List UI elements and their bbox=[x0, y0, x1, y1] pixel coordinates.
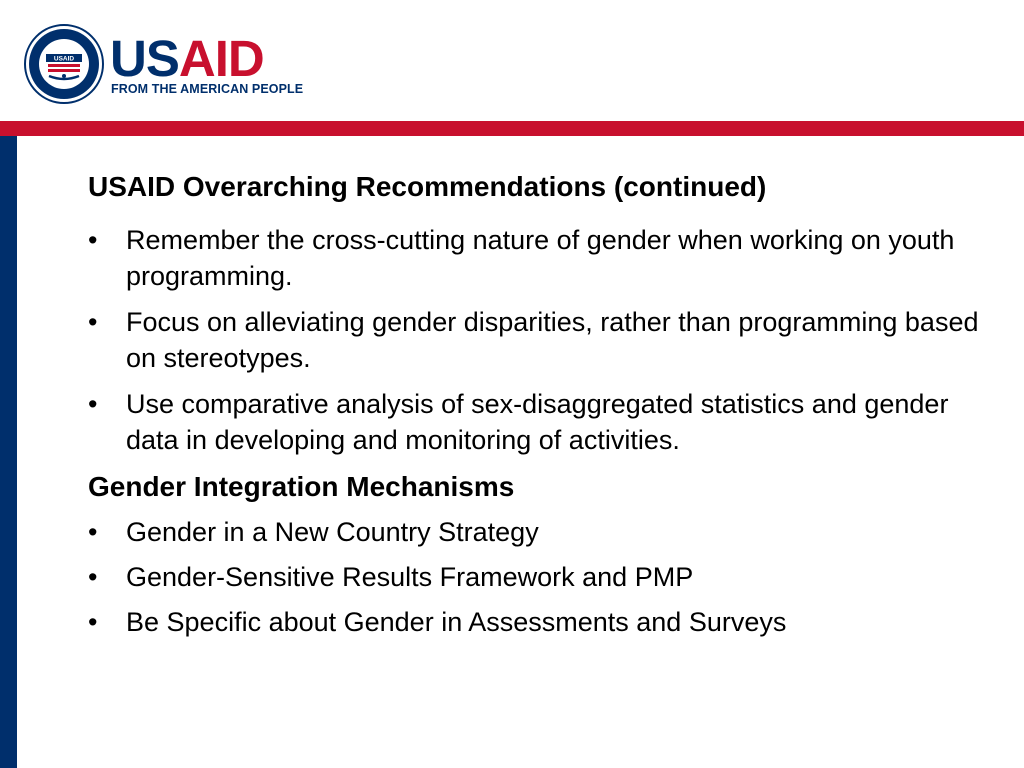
svg-text:USAID: USAID bbox=[53, 55, 75, 63]
bullet-icon: • bbox=[88, 389, 98, 419]
bullet-icon: • bbox=[88, 225, 98, 255]
list-item: • Use comparative analysis of sex-disaggregated statistics and gender data in developing and monitoring of activities. bbox=[88, 386, 988, 458]
slide-header bbox=[0, 0, 1024, 120]
slide-content bbox=[88, 170, 988, 649]
logo-tagline: FROM THE AMERICAN PEOPLE bbox=[111, 82, 304, 96]
bullet-icon: • bbox=[88, 562, 98, 592]
wordmark-us: US bbox=[110, 30, 179, 87]
bullet-icon: • bbox=[88, 307, 98, 337]
usaid-seal-logo bbox=[24, 24, 104, 104]
list-item: • Be Specific about Gender in Assessments and Surveys bbox=[88, 604, 988, 640]
list-item: • Gender-Sensitive Results Framework and PMP bbox=[88, 559, 988, 595]
section-subtitle: Gender Integration Mechanisms bbox=[88, 471, 515, 502]
bullet-icon: • bbox=[88, 517, 98, 547]
usaid-wordmark bbox=[110, 30, 264, 87]
bullet-icon: • bbox=[88, 607, 98, 637]
header-red-bar bbox=[0, 121, 1024, 136]
mechanisms-list bbox=[88, 514, 988, 640]
list-item: • Remember the cross-cutting nature of gender when working on youth programming. bbox=[88, 222, 988, 294]
left-blue-bar bbox=[0, 136, 17, 768]
recommendations-list bbox=[88, 222, 988, 458]
list-item: • Focus on alleviating gender disparities, rather than programming based on stereotypes. bbox=[88, 304, 988, 376]
wordmark-aid: AID bbox=[178, 30, 264, 87]
slide-title: USAID Overarching Recommendations (continued) bbox=[88, 171, 767, 202]
list-item: • Gender in a New Country Strategy bbox=[88, 514, 988, 550]
